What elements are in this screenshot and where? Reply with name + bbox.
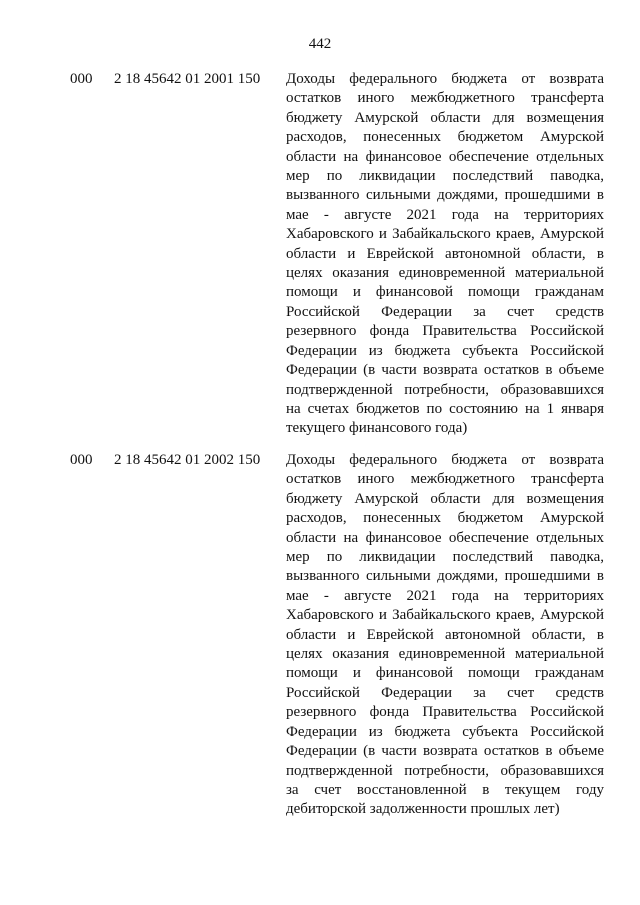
description-line: подтвержденной потребности, образовавшихся — [286, 762, 604, 779]
description-line: помощи и финансовой помощи гражданам — [286, 284, 604, 301]
description-line: Хабаровского и Забайкальского краев, Амурской — [286, 607, 604, 624]
description-line: области на финансовое обеспечение отдельных — [286, 148, 604, 165]
description-line: мае - августе 2021 года на территориях — [286, 587, 604, 604]
description-line: вызванного сильными дождями, прошедшими в — [286, 568, 604, 585]
description-line: Федерации из бюджета субъекта Российской — [286, 342, 604, 359]
description-line: мер по ликвидации последствий паводка, — [286, 549, 604, 566]
description-line: Федерации (в части возврата остатков в объеме — [286, 743, 604, 760]
description-line: мае - августе 2021 года на территориях — [286, 206, 604, 223]
budget-classification-code: 2 18 45642 01 2001 150 — [114, 71, 261, 87]
admin-code: 000 — [70, 71, 93, 87]
description-line: дебиторской задолженности прошлых лет) — [286, 801, 560, 818]
description-line: Доходы федерального бюджета от возврата — [286, 452, 604, 468]
income-description — [286, 451, 604, 820]
description-line: на счетах бюджетов по состоянию на 1 января — [286, 400, 604, 417]
description-line: расходов, понесенных бюджетом Амурской — [286, 129, 604, 146]
page-number: 442 — [308, 36, 332, 52]
description-line: остатков иного межбюджетного трансферта — [286, 471, 604, 488]
description-line: резервного фонда Правительства Российской — [286, 323, 604, 340]
description-line: расходов, понесенных бюджетом Амурской — [286, 510, 604, 527]
description-line: целях оказания единовременной материальной — [286, 646, 604, 663]
description-line: бюджету Амурской области для возмещения — [286, 490, 604, 507]
description-line: Федерации (в части возврата остатков в объеме — [286, 362, 604, 379]
description-line: Доходы федерального бюджета от возврата — [286, 71, 604, 87]
description-line: области и Еврейской автономной области, в — [286, 626, 604, 643]
budget-classification-code: 2 18 45642 01 2002 150 — [114, 452, 261, 468]
description-line: Российской Федерации за счет средств — [286, 303, 604, 320]
description-line: Российской Федерации за счет средств — [286, 684, 604, 701]
description-line: текущего финансового года) — [286, 420, 468, 437]
description-line: бюджету Амурской области для возмещения — [286, 109, 604, 126]
description-line: остатков иного межбюджетного трансферта — [286, 90, 604, 107]
income-description — [286, 70, 604, 439]
description-line: области и Еврейской автономной области, в — [286, 245, 604, 262]
description-line: Федерации из бюджета субъекта Российской — [286, 723, 604, 740]
description-line: резервного фонда Правительства Российской — [286, 704, 604, 721]
description-line: за счет восстановленной в текущем году — [286, 781, 604, 798]
admin-code: 000 — [70, 452, 93, 468]
description-line: целях оказания единовременной материальной — [286, 265, 604, 282]
description-line: Хабаровского и Забайкальского краев, Амурской — [286, 226, 604, 243]
description-line: области на финансовое обеспечение отдельных — [286, 529, 604, 546]
description-line: помощи и финансовой помощи гражданам — [286, 665, 604, 682]
description-line: вызванного сильными дождями, прошедшими в — [286, 187, 604, 204]
description-line: подтвержденной потребности, образовавшихся — [286, 381, 604, 398]
description-line: мер по ликвидации последствий паводка, — [286, 168, 604, 185]
